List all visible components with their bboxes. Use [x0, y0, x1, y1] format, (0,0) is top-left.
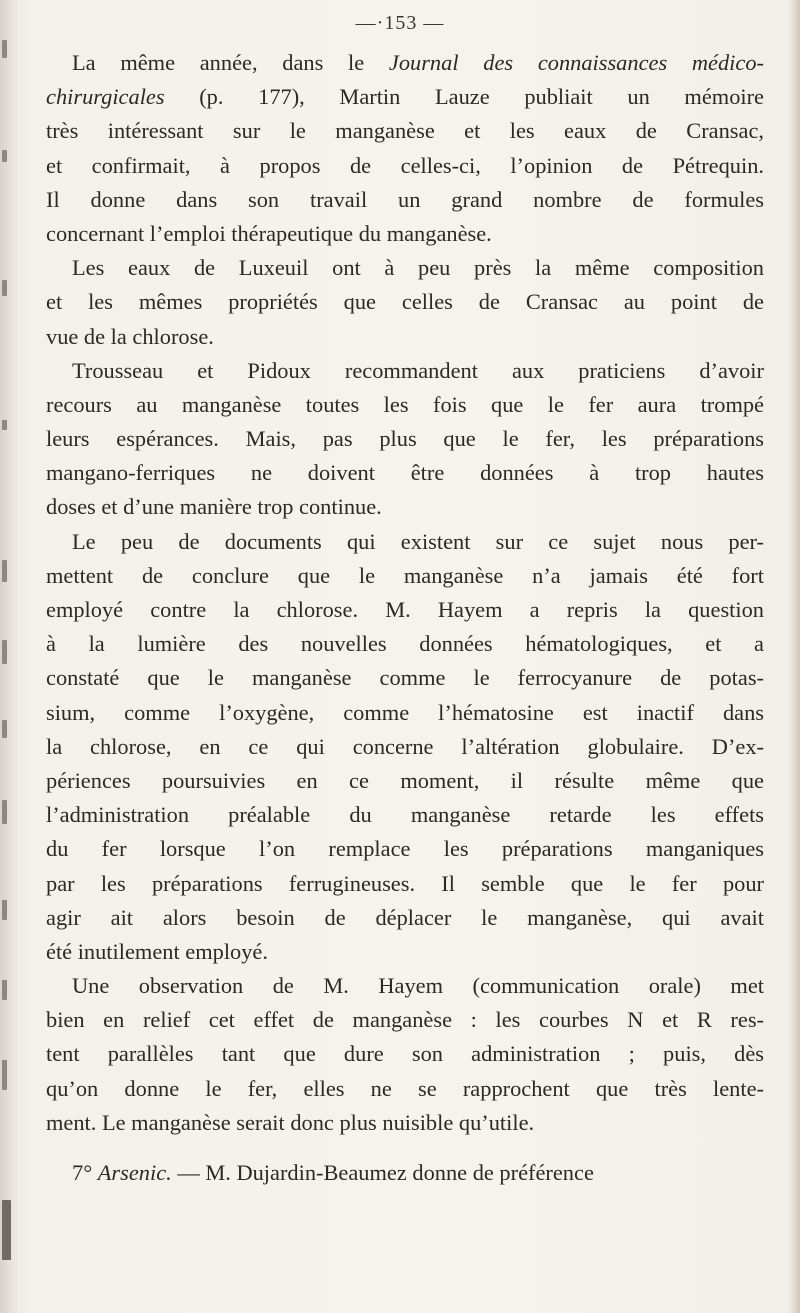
- text-run: agir ait alors besoin de déplacer le manganèse, qui avait: [46, 904, 764, 930]
- text-run: Une observation de M. Hayem (communication orale) met: [72, 973, 764, 999]
- text-line: [46, 901, 764, 935]
- text-line: [46, 183, 764, 217]
- text-line: [46, 354, 764, 388]
- italic-text: chirurgicales: [46, 84, 165, 110]
- text-run: Les eaux de Luxeuil ont à peu près la même composition: [72, 255, 764, 281]
- text-line: [46, 1003, 764, 1037]
- binding-mark: [2, 560, 7, 582]
- text-line: [46, 80, 764, 114]
- text-line: [46, 46, 764, 80]
- text-run: Trousseau et Pidoux recommandent aux praticiens d’avoir: [72, 357, 764, 383]
- text-run: et confirmait, à propos de celles-ci, l’opinion de Pétrequin.: [46, 152, 764, 178]
- text-run: constaté que le manganèse comme le ferrocyanure de potas-: [46, 665, 764, 691]
- binding-mark: [2, 1200, 11, 1260]
- text-run: par les préparations ferrugineuses. Il semble que le fer pour: [46, 870, 764, 896]
- text-run: sium, comme l’oxygène, comme l’hématosine est inactif dans: [46, 699, 764, 725]
- text-run: bien en relief cet effet de manganèse : les courbes N et R res-: [46, 1007, 764, 1033]
- text-line: [46, 490, 764, 524]
- text-line: [46, 559, 764, 593]
- binding-mark: [2, 420, 7, 430]
- text-line: [46, 867, 764, 901]
- text-run: périences poursuivies en ce moment, il résulte même que: [46, 767, 764, 793]
- text-run: très intéressant sur le manganèse et les eaux de Cransac,: [46, 118, 764, 144]
- binding-mark: [2, 980, 7, 1000]
- text-line: [46, 832, 764, 866]
- text-line: [46, 1106, 764, 1140]
- body-text: [46, 46, 764, 1190]
- text-run: vue de la chlorose.: [46, 323, 214, 349]
- text-run: 7°: [72, 1160, 98, 1185]
- text-line: [46, 696, 764, 730]
- text-run: concernant l’emploi thérapeutique du manganèse.: [46, 220, 492, 246]
- text-line: [46, 935, 764, 969]
- text-line: [46, 388, 764, 422]
- text-run: employé contre la chlorose. M. Hayem a repris la question: [46, 597, 764, 622]
- text-line: [46, 730, 764, 764]
- text-run: (p. 177), Martin Lauze publiait un mémoire: [164, 84, 764, 110]
- text-line: [46, 627, 764, 661]
- text-line: [46, 764, 764, 798]
- text-line: [46, 217, 764, 251]
- text-run: La même année, dans le: [72, 50, 389, 75]
- text-run: du fer lorsque l’on remplace les préparations manganiques: [46, 836, 764, 862]
- text-line: [46, 593, 764, 627]
- text-line: [46, 285, 764, 319]
- text-run: leurs espérances. Mais, pas plus que le fer, les préparations: [46, 426, 764, 452]
- text-run: et les mêmes propriétés que celles de Cransac au point de: [46, 289, 764, 315]
- text-run: tent parallèles tant que dure son administration ; puis, dès: [46, 1041, 764, 1067]
- text-run: l’administration préalable du manganèse retarde les effets: [46, 802, 764, 828]
- paragraph: [46, 46, 764, 251]
- text-line: [46, 1037, 764, 1071]
- italic-text: Journal des connaissances médico-: [388, 50, 764, 75]
- text-line: [46, 1072, 764, 1106]
- text-line: [46, 1156, 764, 1190]
- text-run: doses et d’une manière trop continue.: [46, 494, 382, 520]
- binding-mark: [2, 640, 7, 664]
- binding-mark: [2, 720, 7, 738]
- binding-mark: [2, 280, 7, 296]
- text-line: [46, 114, 764, 148]
- text-run: à la lumière des nouvelles données hématologiques, et a: [46, 631, 764, 657]
- page-number: —·153 —: [355, 12, 445, 34]
- text-run: la chlorose, en ce qui concerne l’altération globulaire. D’ex-: [46, 733, 764, 759]
- text-line: [46, 661, 764, 695]
- paragraph: [46, 354, 764, 525]
- text-run: recours au manganèse toutes les fois que le fer aura trompé: [46, 391, 764, 417]
- text-line: [46, 149, 764, 183]
- text-run: mangano-ferriques ne doivent être données à trop hautes: [46, 460, 764, 486]
- paragraph: [46, 969, 764, 1140]
- text-line: [46, 456, 764, 490]
- text-run: — M. Dujardin-Beaumez donne de préférence: [171, 1160, 594, 1185]
- paragraph: [46, 1156, 764, 1190]
- text-run: Il donne dans son travail un grand nombre de formules: [46, 186, 764, 212]
- text-line: [46, 320, 764, 354]
- binding-mark: [2, 40, 7, 58]
- text-run: qu’on donne le fer, elles ne se rapprochent que très lente-: [46, 1075, 764, 1101]
- binding-mark: [2, 1060, 7, 1090]
- paragraph: [46, 525, 764, 969]
- page-edge-shadow: [788, 0, 800, 1313]
- text-line: [46, 969, 764, 1003]
- binding-mark: [2, 800, 7, 824]
- text-line: [46, 525, 764, 559]
- paragraph: [46, 251, 764, 354]
- text-line: [46, 422, 764, 456]
- binding-gutter: [0, 0, 18, 1313]
- text-run: mettent de conclure que le manganèse n’a jamais été fort: [46, 562, 764, 588]
- text-line: [46, 798, 764, 832]
- text-run: été inutilement employé.: [46, 938, 268, 964]
- text-line: [46, 251, 764, 285]
- text-run: Le peu de documents qui existent sur ce sujet nous per-: [72, 528, 764, 554]
- text-run: ment. Le manganèse serait donc plus nuisible qu’utile.: [46, 1109, 535, 1135]
- italic-text: Arsenic.: [97, 1160, 172, 1185]
- binding-mark: [2, 900, 7, 920]
- binding-mark: [2, 150, 7, 162]
